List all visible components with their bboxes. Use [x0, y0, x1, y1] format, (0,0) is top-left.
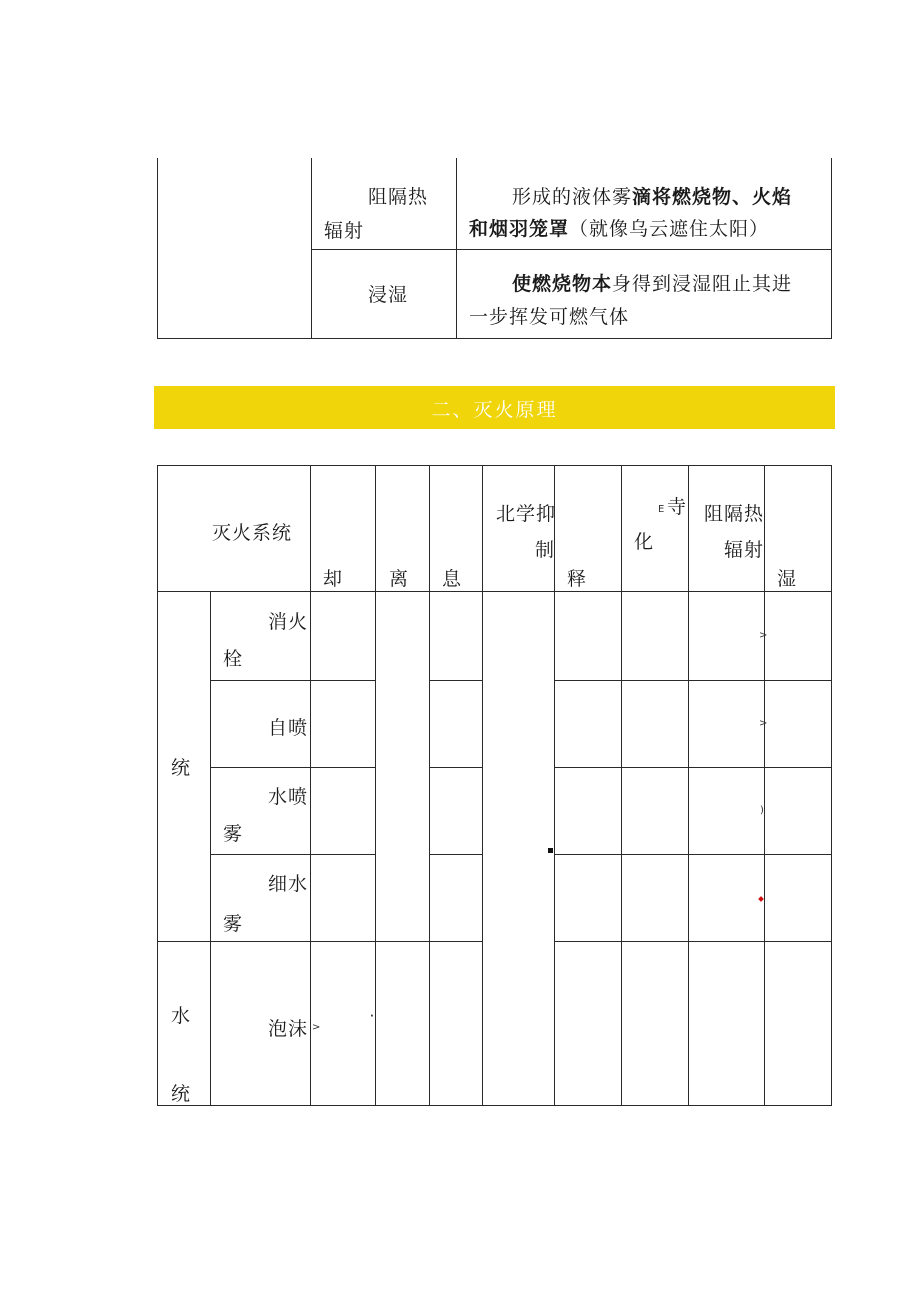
header-dilution: 释 — [567, 568, 588, 590]
row-label-hydrant-1: 消火 — [268, 611, 309, 633]
description-line: 一步挥发可燃气体 — [469, 306, 630, 328]
cell-mark: ) — [760, 805, 764, 816]
method-line-2: 辐射 — [324, 220, 365, 242]
red-diamond-mark — [758, 896, 764, 902]
row-label-waterspray-1: 水喷 — [268, 786, 309, 808]
description-line: 使燃烧物本身得到浸湿阻止其进 — [512, 273, 793, 295]
cell-mark: > — [759, 630, 768, 641]
description-line: 形成的液体雾滴将燃烧物、火焰 — [512, 186, 793, 208]
group-label-line-2: 统 — [171, 1083, 192, 1105]
row-label-watermist-2: 雾 — [223, 913, 244, 935]
header-emulsify-line-1: 寺 — [667, 496, 688, 518]
header-chem-line-1: 北学抑 — [496, 503, 557, 525]
description-line: 和烟羽笼罩（就像乌云遮住太阳） — [469, 218, 770, 240]
header-small-mark: E — [658, 504, 665, 515]
header-chem-line-2: 制 — [535, 539, 556, 561]
row-label-foam: 泡沫 — [268, 1018, 309, 1040]
row-label-sprinkler: 自喷 — [268, 717, 309, 739]
row-label-waterspray-2: 雾 — [223, 823, 244, 845]
header-cooling: 却 — [323, 568, 344, 590]
cell-mark: > — [759, 718, 768, 729]
section-banner — [154, 386, 835, 429]
method-wetting: 浸湿 — [368, 284, 409, 306]
header-system: 灭火系统 — [212, 522, 293, 544]
header-smother: 息 — [442, 568, 463, 590]
method-line-1: 阻隔热 — [368, 186, 429, 208]
cell-mark: > — [312, 1022, 321, 1033]
row-label-watermist-1: 细水 — [268, 873, 309, 895]
header-radiation-line-1: 阻隔热 — [704, 503, 765, 525]
cell-dot-mark: · — [370, 1011, 374, 1022]
header-isolation: 离 — [389, 568, 410, 590]
header-radiation-line-2: 辐射 — [724, 539, 765, 561]
header-wetting: 湿 — [777, 568, 798, 590]
header-emulsify-line-2: 化 — [634, 531, 655, 553]
group-label-line-1: 水 — [171, 1005, 192, 1027]
row-label-hydrant-2: 栓 — [223, 648, 244, 670]
square-mark — [548, 848, 553, 853]
section-title: 二、灭火原理 — [431, 399, 558, 421]
group-label: 统 — [171, 757, 192, 779]
